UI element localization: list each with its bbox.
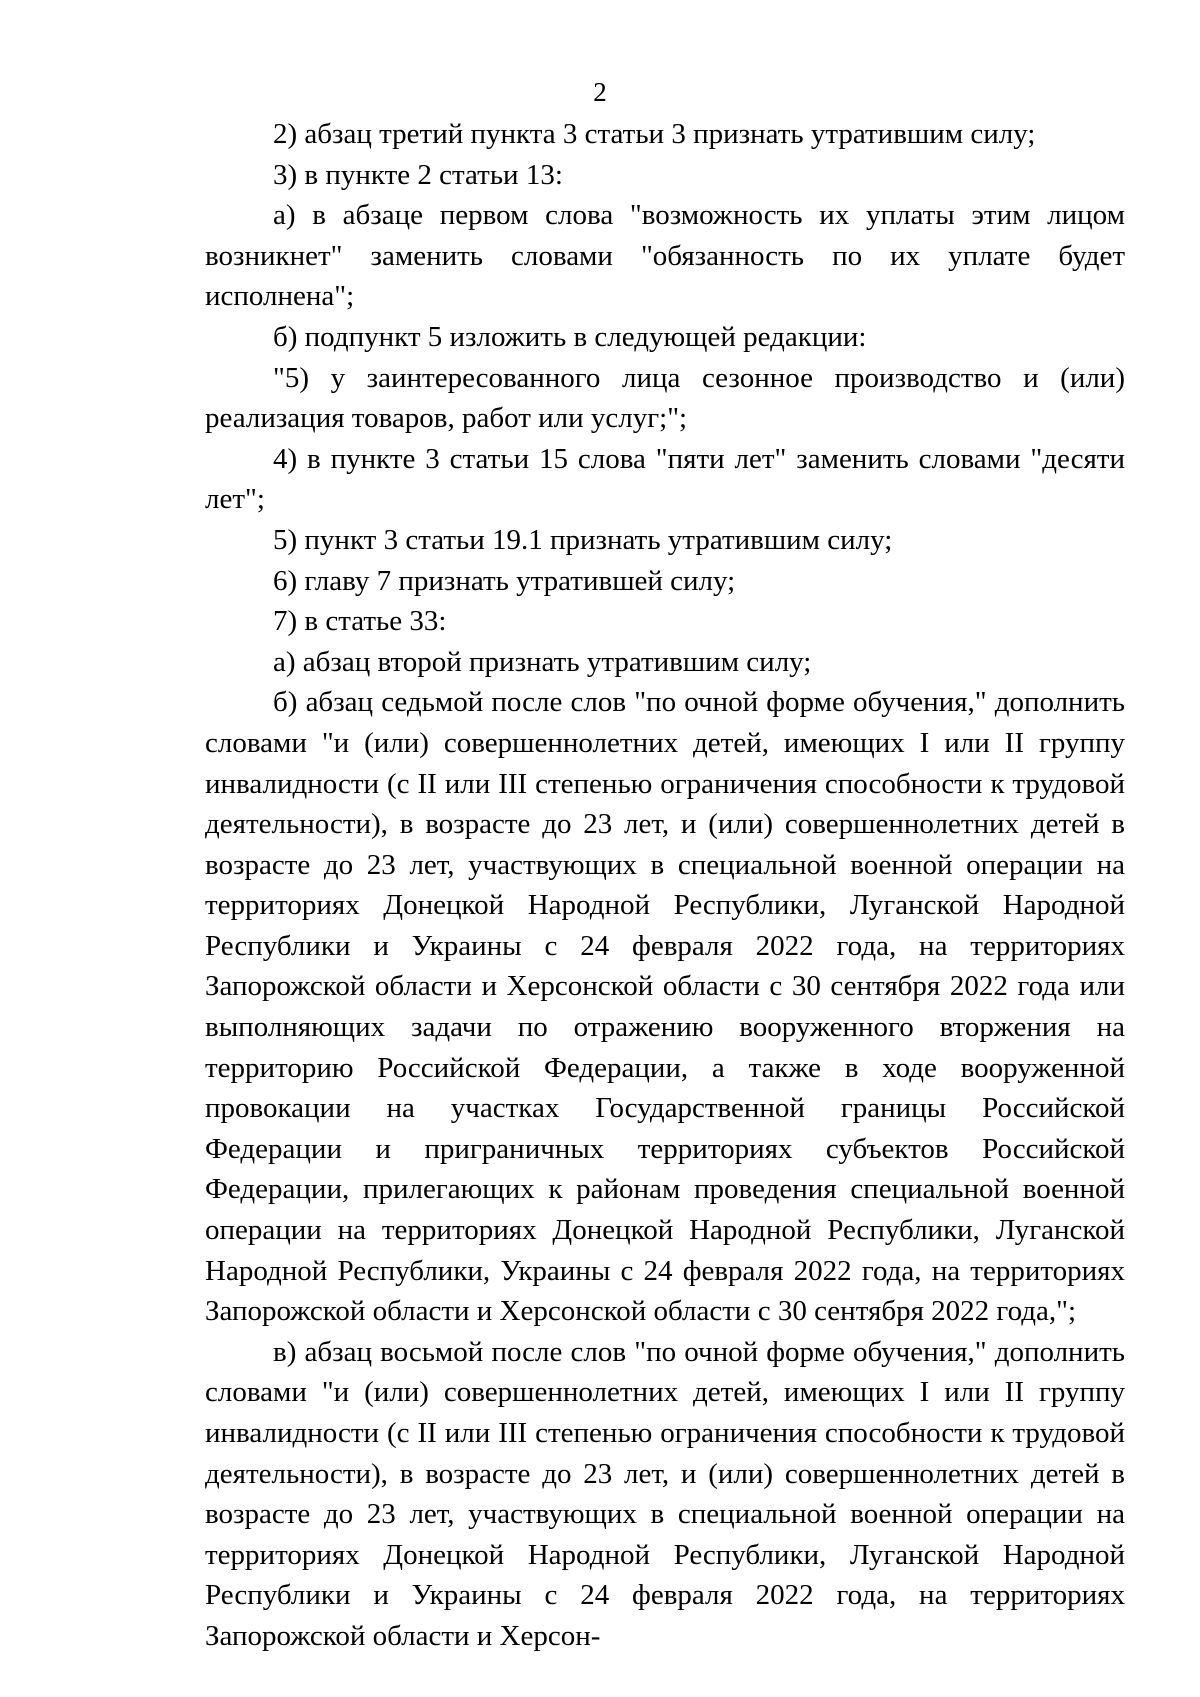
paragraph-item-7a: а) абзац второй признать утратившим силу; [273, 645, 812, 678]
paragraph-item-4: 4) в пункте 3 статьи 15 слова "пяти лет" заменить словами "десяти лет"; [205, 442, 1125, 516]
page-number: 2 [593, 77, 607, 107]
document-body [205, 114, 1125, 1657]
paragraph-item-2: 2) абзац третий пункта 3 статьи 3 признать утратившим силу; [273, 118, 1036, 150]
paragraph-item-3a: а) в абзаце первом слова "возможность их уплаты этим лицом возникнет" заменить словами "обязанность по их уплате будет исполнена"; [205, 199, 1125, 313]
paragraph-item-3b-quote: "5) у заинтересованного лица сезонное производство и (или) реализация товаров, работ или услуг;"; [205, 361, 1125, 435]
paragraph-item-7b: б) абзац седьмой после слов "по очной форме обучения," дополнить словами "и (или) совершеннолетних детей, имеющих I или II группу инвалидности (с II или III степенью ограничения способности к трудовой деятельности), в возрасте до 23 лет, и (или) совершеннолетних детей в возрасте до 23 лет, участвующих в специальной военной операции на территориях Донецкой Народной Республики, Луганской Народной Республики и Украины с 24 февраля 2022 года, на территориях Запорожской области и Херсонской области с 30 сентября 2022 года или выполняющих задачи по отражению вооруженного вторжения на территорию Российской Федерации, а также в ходе вооруженной провокации на участках Государственной границы Российской Федерации и приграничных территориях субъектов Российской Федерации, прилегающих к районам проведения специальной военной операции на территориях Донецкой Народной Республики, Луганской Народной Республики, Украины с 24 февраля 2022 года, на территориях Запорожской области и Херсонской области с 30 сентября 2022 года,"; [205, 686, 1125, 1328]
paragraph-item-6: 6) главу 7 признать утратившей силу; [273, 564, 736, 597]
paragraph-item-3: 3) в пункте 2 статьи 13: [273, 158, 563, 191]
paragraph-item-7c: в) абзац восьмой после слов "по очной форме обучения," дополнить словами "и (или) совершеннолетних детей, имеющих I или II группу инвалидности (с II или III степенью ограничения способности к трудовой деятельности), в возрасте до 23 лет, и (или) совершеннолетних детей в возрасте до 23 лет, участвующих в специальной военной операции на территориях Донецкой Народной Республики, Луганской Народной Республики и Украины с 24 февраля 2022 года, на территориях Запорожской области и Херсон- [205, 1335, 1125, 1652]
paragraph-item-3b: б) подпункт 5 изложить в следующей редакции: [273, 320, 867, 353]
paragraph-item-5: 5) пункт 3 статьи 19.1 признать утратившим силу; [273, 523, 893, 556]
paragraph-item-7: 7) в статье 33: [273, 605, 447, 638]
